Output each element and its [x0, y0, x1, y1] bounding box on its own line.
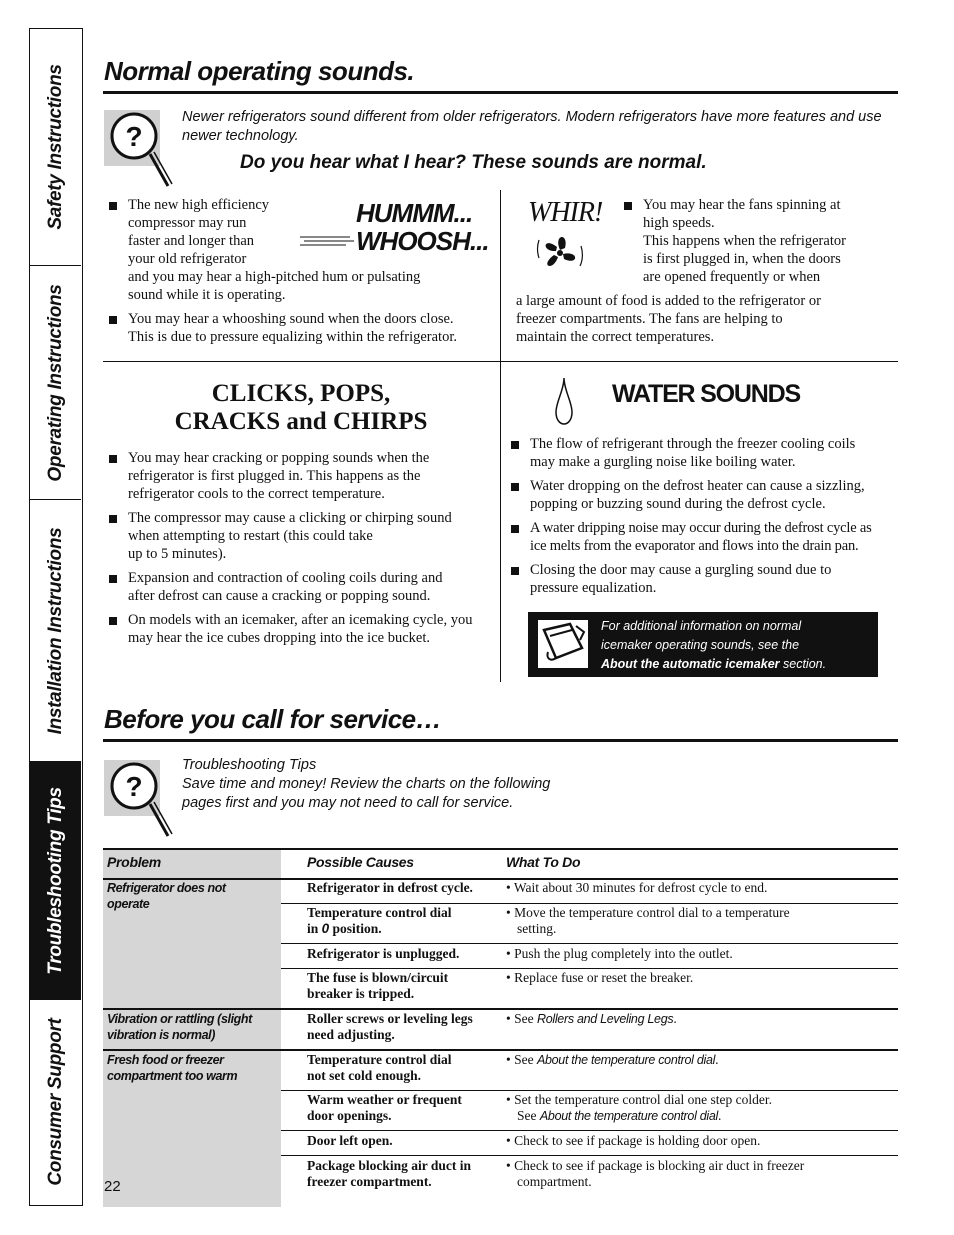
list-item: Water dropping on the defrost heater can cause a sizzling, popping or buzzing sound during the defrost cycle.	[510, 477, 898, 513]
tab-label: Consumer Support	[44, 1018, 66, 1186]
bullet	[109, 316, 117, 324]
water-heading: WATER SOUNDS	[612, 380, 800, 408]
todo-cell: • See Rollers and Leveling Legs.	[506, 1011, 677, 1026]
note-text: For additional information on normal icemaker operating sounds, see the About the automatic icemaker section.	[601, 619, 827, 671]
table-row-rule	[281, 968, 898, 969]
problem-cell: Fresh food or freezer compartment too warm	[107, 1053, 238, 1083]
tab-label: Operating Instructions	[44, 283, 66, 482]
cause-cell: Door left open.	[307, 1133, 393, 1148]
fan-icon	[535, 230, 585, 276]
page-title: Normal operating sounds.	[104, 56, 415, 86]
tab-troubleshooting-tips[interactable]	[30, 762, 81, 1000]
table-header-todo: What To Do	[506, 854, 581, 870]
todo-cell: • Wait about 30 minutes for defrost cycle to end.	[506, 880, 768, 895]
problem-cell: Refrigerator does not operate	[107, 881, 226, 911]
cross-reference-link[interactable]: About the temperature control dial	[536, 1053, 716, 1067]
table-row-rule	[281, 943, 898, 944]
question-icon	[104, 110, 160, 166]
troubleshooting-tips-text: Troubleshooting Tips Save time and money! Review the charts on the following pages first and you may not need to call for service.	[182, 757, 551, 811]
svg-text:?: ?	[125, 771, 143, 802]
cause-cell: The fuse is blown/circuit breaker is tripped.	[307, 970, 449, 1001]
question-icon	[104, 760, 160, 816]
tab-label: Safety Instructions	[44, 64, 66, 230]
clicks-list	[108, 449, 498, 653]
bullet	[109, 202, 117, 210]
bullet	[624, 202, 632, 210]
subtitle: Do you hear what I hear? These sounds are normal.	[240, 152, 707, 173]
cross-reference-link[interactable]: About the temperature control dial	[539, 1109, 718, 1123]
table-row-rule	[281, 1130, 898, 1131]
water-drop-icon	[554, 376, 574, 426]
list-item: The compressor may cause a clicking or chirping sound when attempting to restart (this could take up to 5 minutes).	[108, 509, 498, 563]
column-divider	[500, 190, 501, 682]
clicks-heading: CLICKS, POPS, CRACKS and CHIRPS	[174, 380, 428, 435]
title-rule	[103, 91, 898, 94]
group-rule	[103, 1049, 898, 1051]
table-row-rule	[281, 1155, 898, 1156]
page-number: 22	[104, 1178, 121, 1195]
cause-cell: Refrigerator in defrost cycle.	[307, 880, 473, 895]
todo-cell: • Check to see if package is holding door open.	[506, 1133, 761, 1148]
intro-text: Newer refrigerators sound different from older refrigerators. Modern refrigerators have more features and use newer technology.	[182, 109, 882, 144]
tab-label: Installation Instructions	[44, 527, 66, 734]
svg-text:?: ?	[125, 121, 143, 152]
whoosh-lines-icon	[300, 234, 354, 246]
tab-label: Troubleshooting Tips	[44, 786, 66, 975]
tab-consumer-support[interactable]	[30, 1000, 81, 1204]
tab-installation-instructions[interactable]	[30, 500, 81, 762]
todo-cell: • Replace fuse or reset the breaker.	[506, 970, 694, 985]
group-rule	[103, 1008, 898, 1010]
whir-heading: WHIR!	[528, 197, 603, 228]
title-rule	[103, 739, 898, 742]
tab-operating-instructions[interactable]	[30, 266, 81, 500]
table-header-problem: Problem	[107, 854, 161, 870]
whir-continuation: a large amount of food is added to the refrigerator or freezer compartments. The fans are helping to maintain the correct temperatures.	[516, 293, 821, 345]
hum-bullet-2: You may hear a whooshing sound when the doors close. This is due to pressure equalizing within the refrigerator.	[128, 311, 457, 345]
list-item: You may hear cracking or popping sounds when the refrigerator is first plugged in. This happens as the refrigerator cools to the correct temperature.	[108, 449, 498, 503]
cause-cell: Roller screws or leveling legs need adjusting.	[307, 1011, 473, 1042]
tab-safety-instructions[interactable]	[30, 29, 81, 266]
water-list	[510, 435, 898, 603]
list-item: A water dripping noise may occur during the defrost cycle as ice melts from the evaporator and flows into the drain pan.	[510, 519, 898, 555]
hum-heading: HUMMM...	[356, 198, 473, 228]
todo-cell: • Set the temperature control dial one step colder. See About the temperature control dial.	[506, 1092, 773, 1123]
service-title: Before you call for service…	[104, 704, 442, 734]
problem-cell: Vibration or rattling (slight vibration is normal)	[107, 1012, 252, 1042]
todo-cell: • Check to see if package is blocking air duct in freezer compartment.	[506, 1158, 805, 1189]
table-row-rule	[281, 1090, 898, 1091]
whoosh-heading: WHOOSH...	[356, 226, 489, 256]
todo-cell: • Push the plug completely into the outlet.	[506, 946, 733, 961]
table-row-rule	[281, 903, 898, 904]
hum-bullet-1: The new high efficiency compressor may run faster and longer than your old refrigerator and you may hear a high-pitched hum or pulsating sound while it is operating.	[128, 197, 421, 303]
list-item: On models with an icemaker, after an icemaking cycle, you may hear the ice cubes dropping into the ice bucket.	[108, 611, 498, 647]
todo-cell: • See About the temperature control dial.	[506, 1052, 719, 1067]
cause-cell: Temperature control dial in 0 position.	[307, 905, 452, 936]
cause-cell: Temperature control dial not set cold enough.	[307, 1052, 452, 1083]
whir-bullet-1: You may hear the fans spinning at high speeds. This happens when the refrigerator is first plugged in, when the doors are opened frequently or when	[643, 197, 846, 285]
todo-cell: • Move the temperature control dial to a temperature setting.	[506, 905, 790, 936]
list-item: The flow of refrigerant through the freezer cooling coils may make a gurgling noise like boiling water.	[510, 435, 898, 471]
cause-cell: Package blocking air duct in freezer compartment.	[307, 1158, 472, 1189]
cause-cell: Warm weather or frequent door openings.	[307, 1092, 462, 1123]
cause-cell: Refrigerator is unplugged.	[307, 946, 460, 961]
side-tab-bar	[29, 28, 83, 1206]
list-item: Expansion and contraction of cooling coils during and after defrost can cause a cracking or popping sound.	[108, 569, 498, 605]
icemaker-note-box	[528, 612, 878, 677]
cross-reference-link[interactable]: Rollers and Leveling Legs	[536, 1012, 674, 1026]
link-automatic-icemaker[interactable]: About the automatic icemaker	[601, 657, 780, 671]
note-pad-icon	[536, 618, 590, 670]
list-item: Closing the door may cause a gurgling sound due to pressure equalization.	[510, 561, 898, 597]
table-header-causes: Possible Causes	[307, 854, 414, 870]
row-divider	[103, 361, 898, 362]
